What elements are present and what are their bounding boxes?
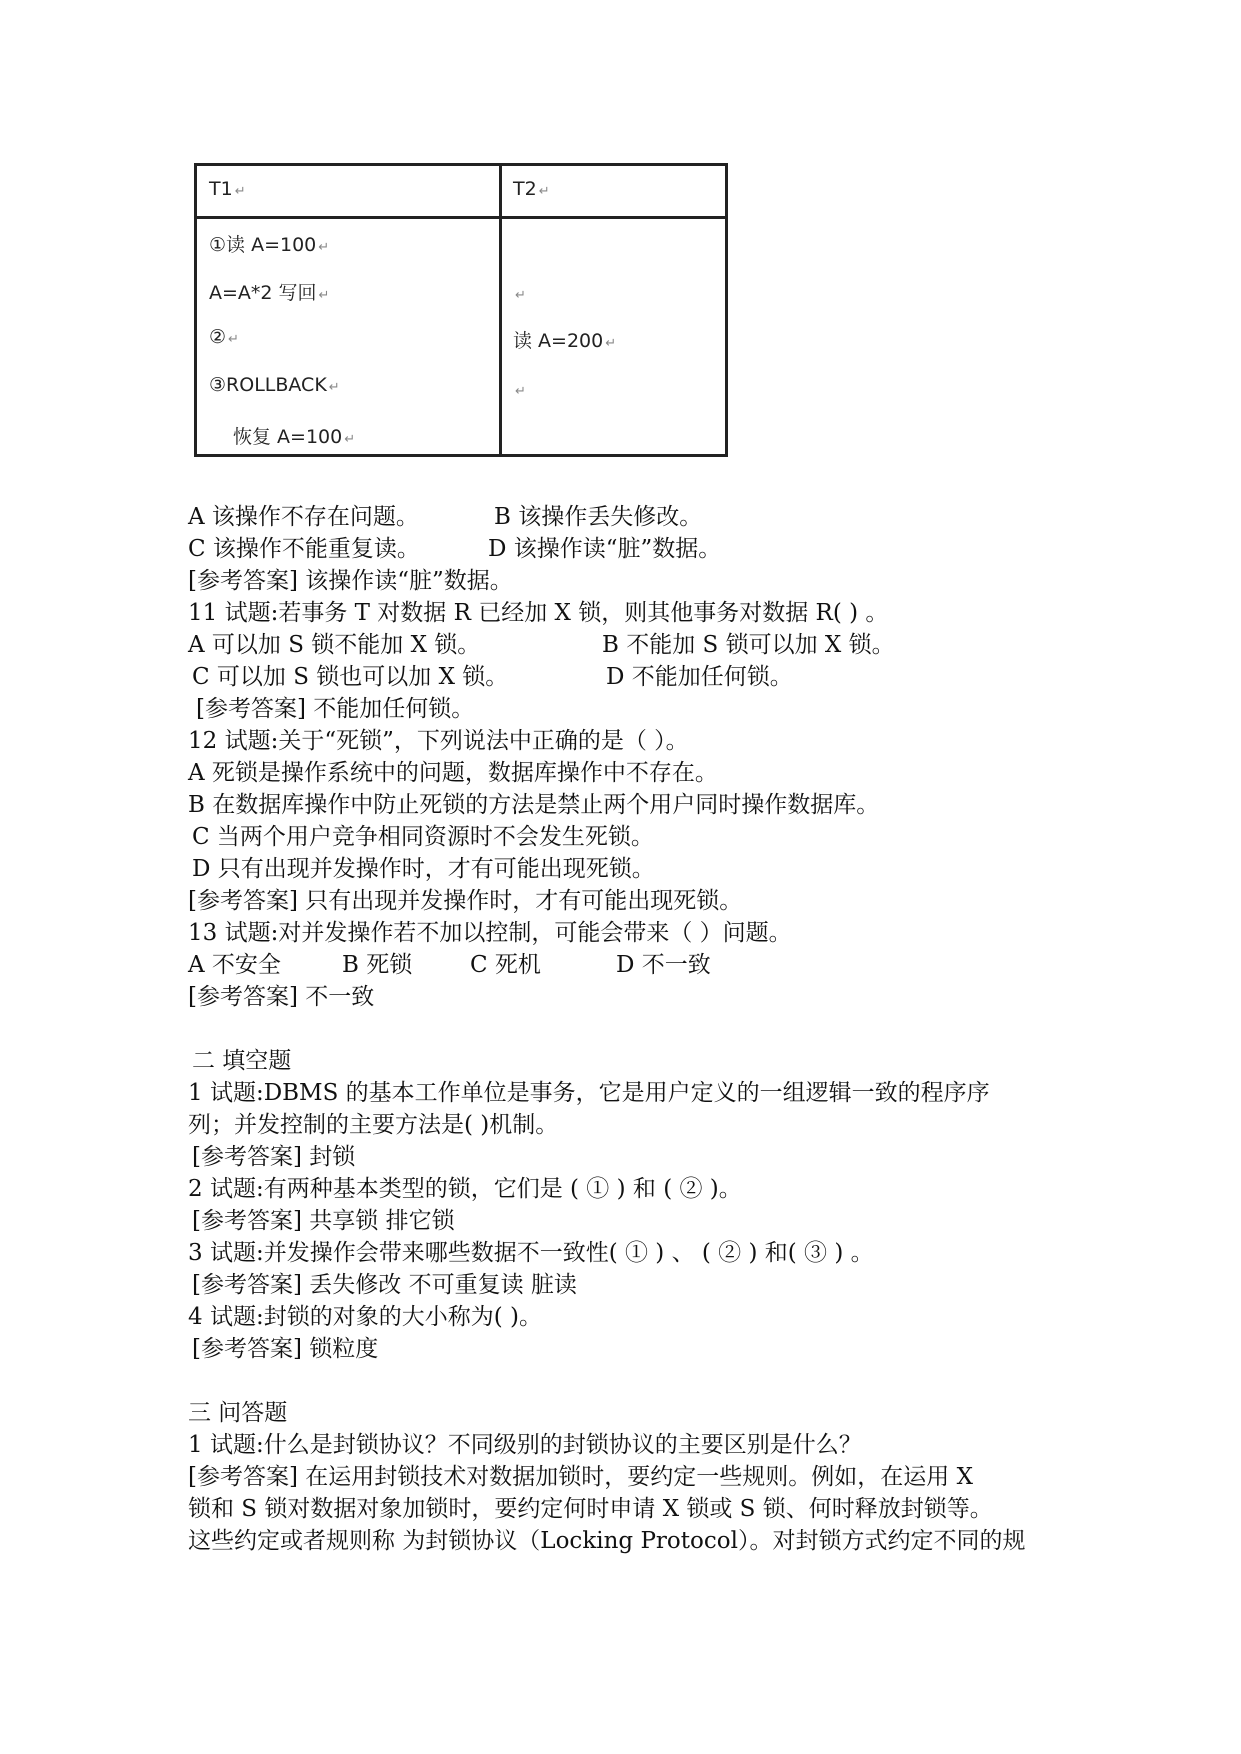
q10-answer: [参考答案] 该操作读“脏”数据。 bbox=[188, 568, 513, 594]
table-cell-t2-row4: ↵ bbox=[515, 384, 526, 399]
table-cell-t1-row4: ③ROLLBACK ↵ bbox=[209, 374, 340, 396]
section3-answer-line1: [参考答案] 在运用封锁技术对数据加锁时，要约定一些规则。例如，在运用 X bbox=[188, 1464, 973, 1490]
table-cell-t1-row5: 恢复 A=100 ↵ bbox=[233, 426, 356, 448]
q11-option-c: C 可以加 S 锁也可以加 X 锁。 bbox=[192, 664, 509, 690]
section3-q1: 1 试题:什么是封锁协议？不同级别的封锁协议的主要区别是什么？ bbox=[188, 1432, 862, 1458]
table-cell-t2-row2: ↵ bbox=[515, 288, 526, 303]
section2-q1-line1: 1 试题:DBMS 的基本工作单位是事务，它是用户定义的一组逻辑一致的程序序 bbox=[188, 1080, 990, 1106]
section2-q3-answer: [参考答案] 丢失修改 不可重复读 脏读 bbox=[192, 1272, 577, 1298]
q13-option-c: C 死机 bbox=[470, 952, 541, 978]
q10-option-a: A 该操作不存在问题。 bbox=[188, 504, 419, 530]
q12-option-d: D 只有出现并发操作时，才有可能出现死锁。 bbox=[192, 856, 655, 882]
q11-option-b: B 不能加 S 锁可以加 X 锁。 bbox=[602, 632, 895, 658]
q12-question: 12 试题:关于“死锁”，下列说法中正确的是（ ）。 bbox=[188, 728, 689, 754]
table-header-divider bbox=[197, 216, 725, 219]
section3-answer-line2: 锁和 S 锁对数据对象加锁时，要约定何时申请 X 锁或 S 锁、何时释放封锁等。 bbox=[188, 1496, 993, 1522]
table-column-divider bbox=[499, 166, 502, 454]
q13-question: 13 试题:对并发操作若不加以控制，可能会带来（ ）问题。 bbox=[188, 920, 792, 946]
table-header-t2: T2 ↵ bbox=[513, 178, 550, 200]
q12-option-c: C 当两个用户竞争相同资源时不会发生死锁。 bbox=[192, 824, 654, 850]
section2-q1-answer: [参考答案] 封锁 bbox=[192, 1144, 356, 1170]
q11-answer: [参考答案] 不能加任何锁。 bbox=[196, 696, 475, 722]
transaction-table bbox=[194, 163, 728, 457]
q13-answer: [参考答案] 不一致 bbox=[188, 984, 375, 1010]
section2-q2: 2 试题:有两种基本类型的锁，它们是 ( ① ) 和 ( ② )。 bbox=[188, 1176, 742, 1202]
q12-answer: [参考答案] 只有出现并发操作时，才有可能出现死锁。 bbox=[188, 888, 743, 914]
q10-option-d: D 该操作读“脏”数据。 bbox=[488, 536, 722, 562]
q11-option-d: D 不能加任何锁。 bbox=[606, 664, 793, 690]
section2-q4: 4 试题:封锁的对象的大小称为( )。 bbox=[188, 1304, 542, 1330]
q10-option-c: C 该操作不能重复读。 bbox=[188, 536, 420, 562]
section2-q4-answer: [参考答案] 锁粒度 bbox=[192, 1336, 379, 1362]
section2-q3: 3 试题:并发操作会带来哪些数据不一致性( ① ) 、 ( ② ) 和( ③ ) 。 bbox=[188, 1240, 874, 1266]
q12-option-b: B 在数据库操作中防止死锁的方法是禁止两个用户同时操作数据库。 bbox=[188, 792, 880, 818]
section3-answer-line3: 这些约定或者规则称 为封锁协议（Locking Protocol）。对封锁方式约定不同的规 bbox=[188, 1528, 1026, 1554]
q13-option-a: A 不安全 bbox=[188, 952, 281, 978]
q13-option-b: B 死锁 bbox=[342, 952, 413, 978]
table-header-t1: T1 ↵ bbox=[209, 178, 246, 200]
table-cell-t1-row1: ①读 A=100 ↵ bbox=[209, 234, 330, 256]
section3-title: 三 问答题 bbox=[188, 1400, 288, 1426]
q11-option-a: A 可以加 S 锁不能加 X 锁。 bbox=[188, 632, 481, 658]
section2-title: 二 填空题 bbox=[192, 1048, 292, 1074]
section2-q1-line2: 列；并发控制的主要方法是( )机制。 bbox=[188, 1112, 559, 1138]
table-cell-t1-row3: ② ↵ bbox=[209, 326, 239, 348]
table-cell-t1-row2: A=A*2 写回 ↵ bbox=[209, 282, 330, 304]
q13-option-d: D 不一致 bbox=[616, 952, 711, 978]
q11-question: 11 试题:若事务 T 对数据 R 已经加 X 锁，则其他事务对数据 R( ) 。 bbox=[188, 600, 889, 626]
table-cell-t2-row3: 读 A=200 ↵ bbox=[513, 330, 617, 352]
q10-option-b: B 该操作丢失修改。 bbox=[494, 504, 703, 530]
section2-q2-answer: [参考答案] 共享锁 排它锁 bbox=[192, 1208, 455, 1234]
q12-option-a: A 死锁是操作系统中的问题，数据库操作中不存在。 bbox=[188, 760, 718, 786]
